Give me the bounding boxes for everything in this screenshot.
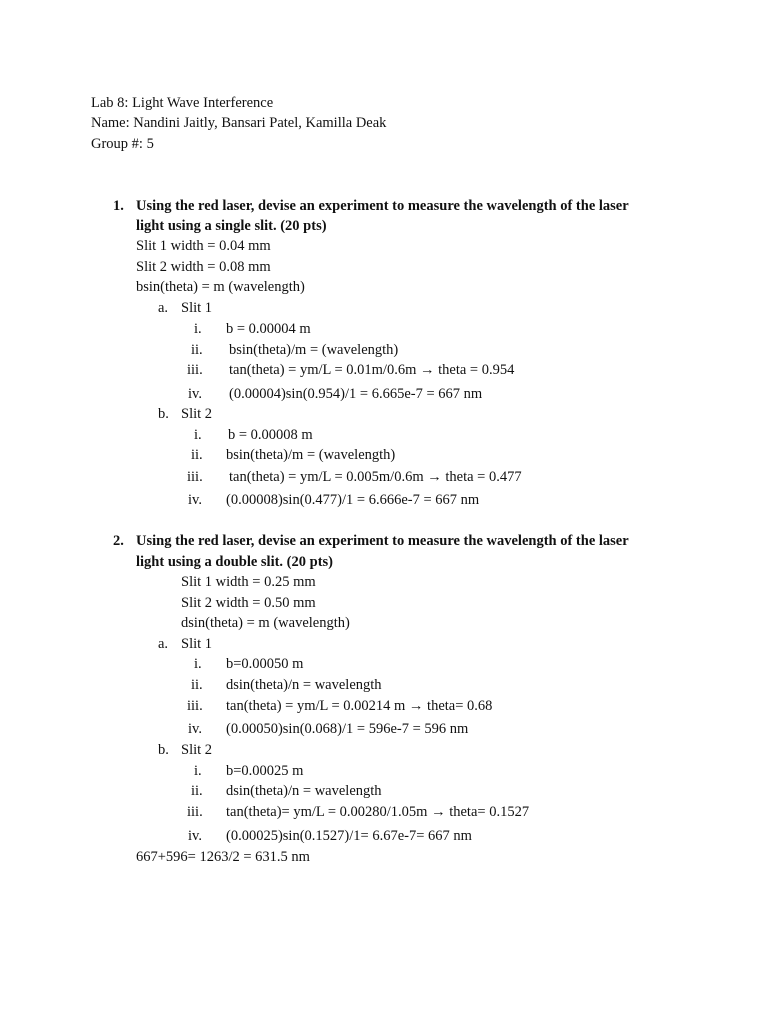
q1-b-label: b.: [158, 406, 169, 422]
q1-slit2-width: Slit 2 width = 0.08 mm: [136, 259, 271, 275]
q1-b-ii-num: ii.: [191, 447, 203, 463]
q1-b-ii-text: bsin(theta)/m = (wavelength): [226, 447, 396, 463]
q2-b-label: b.: [158, 742, 169, 758]
q2-a-iii-num: iii.: [187, 698, 203, 714]
group-number: Group #: 5: [91, 136, 154, 152]
q2-b-iv-num: iv.: [188, 828, 202, 844]
q2-a-i-text: b=0.00050 m: [226, 656, 304, 672]
q1-b-i-text: b = 0.00008 m: [228, 427, 313, 443]
q1-title-line1: Using the red laser, devise an experiment to measure the wavelength of the laser: [136, 198, 629, 214]
q1-a-i-text: b = 0.00004 m: [226, 321, 311, 337]
average-result: 667+596= 1263/2 = 631.5 nm: [136, 849, 310, 865]
q1-b-i-num: i.: [194, 427, 202, 443]
q1-b-title: Slit 2: [181, 406, 213, 422]
q1-a-iv-num: iv.: [188, 386, 202, 402]
q2-a-label: a.: [158, 636, 169, 652]
q2-formula: dsin(theta) = m (wavelength): [181, 615, 350, 631]
q2-b-iii-text: tan(theta)= ym/L = 0.00280/1.05m → theta= 0.1527: [226, 804, 530, 820]
lab-title: Lab 8: Light Wave Interference: [91, 95, 274, 111]
q1-b-iv-text: (0.00008)sin(0.477)/1 = 6.666e-7 = 667 nm: [226, 492, 480, 508]
q2-b-iii-num: iii.: [187, 804, 203, 820]
q1-a-ii-num: ii.: [191, 342, 203, 358]
q2-slit2-width: Slit 2 width = 0.50 mm: [181, 595, 316, 611]
q2-a-iv-text: (0.00050)sin(0.068)/1 = 596e-7 = 596 nm: [226, 721, 469, 737]
q1-a-i-num: i.: [194, 321, 202, 337]
q2-b-ii-text: dsin(theta)/n = wavelength: [226, 783, 382, 799]
q2-b-i-text: b=0.00025 m: [226, 763, 304, 779]
q1-b-iv-num: iv.: [188, 492, 202, 508]
q1-slit1-width: Slit 1 width = 0.04 mm: [136, 238, 271, 254]
q2-b-title: Slit 2: [181, 742, 213, 758]
q2-b-i-num: i.: [194, 763, 202, 779]
q2-title-line1: Using the red laser, devise an experiment to measure the wavelength of the laser: [136, 533, 629, 549]
q2-a-title: Slit 1: [181, 636, 213, 652]
q1-a-iii-num: iii.: [187, 362, 203, 378]
q1-a-iv-text: (0.00004)sin(0.954)/1 = 6.665e-7 = 667 nm: [229, 386, 483, 402]
q1-a-label: a.: [158, 300, 169, 316]
q1-b-iii-num: iii.: [187, 469, 203, 485]
q2-a-iii-text: tan(theta) = ym/L = 0.00214 m → theta= 0.68: [226, 698, 493, 714]
q1-a-title: Slit 1: [181, 300, 213, 316]
q1-b-iii-text: tan(theta) = ym/L = 0.005m/0.6m → theta = 0.477: [229, 469, 522, 485]
q1-number: 1.: [113, 198, 124, 214]
q2-a-ii-text: dsin(theta)/n = wavelength: [226, 677, 382, 693]
q1-formula: bsin(theta) = m (wavelength): [136, 279, 305, 295]
q1-title-line2: light using a single slit. (20 pts): [136, 218, 327, 234]
q2-a-iv-num: iv.: [188, 721, 202, 737]
q2-number: 2.: [113, 533, 124, 549]
q2-title-line2: light using a double slit. (20 pts): [136, 554, 334, 570]
student-names: Name: Nandini Jaitly, Bansari Patel, Kamilla Deak: [91, 115, 387, 131]
q2-a-ii-num: ii.: [191, 677, 203, 693]
q2-b-iv-text: (0.00025)sin(0.1527)/1= 6.67e-7= 667 nm: [226, 828, 472, 844]
q2-a-i-num: i.: [194, 656, 202, 672]
q1-a-iii-text: tan(theta) = ym/L = 0.01m/0.6m → theta = 0.954: [229, 362, 515, 378]
q2-b-ii-num: ii.: [191, 783, 203, 799]
q2-slit1-width: Slit 1 width = 0.25 mm: [181, 574, 316, 590]
q1-a-ii-text: bsin(theta)/m = (wavelength): [229, 342, 399, 358]
